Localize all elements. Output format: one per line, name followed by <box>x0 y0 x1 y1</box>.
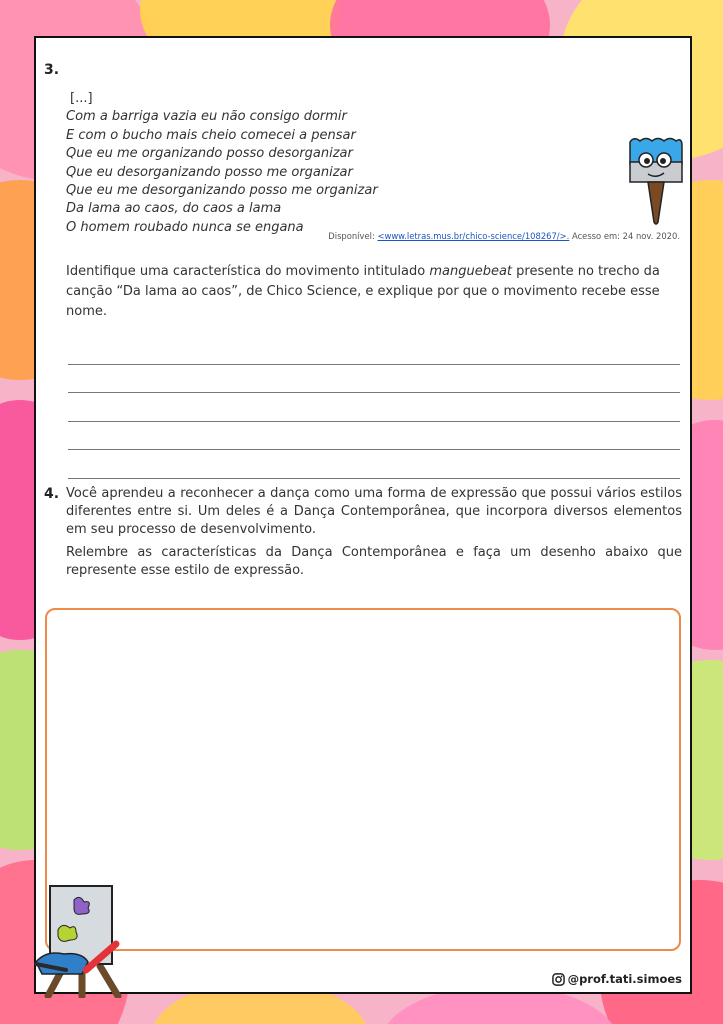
answer-line[interactable] <box>68 422 680 451</box>
poem-line: E com o bucho mais cheio comecei a pensar <box>66 127 356 143</box>
answer-line[interactable] <box>68 393 680 422</box>
author-credit <box>552 972 682 986</box>
prompt-italic-term: manguebeat <box>429 264 513 279</box>
question-4-number: 4. <box>44 486 60 502</box>
answer-line[interactable] <box>68 336 680 365</box>
poem-line: O homem roubado nunca se engana <box>66 219 304 235</box>
source-link[interactable]: <www.letras.mus.br/chico-science/108267/>. <box>377 231 570 241</box>
source-access-date: Acesso em: 24 nov. 2020. <box>571 231 680 241</box>
poem-line: Que eu me desorganizando posso me organizar <box>66 183 378 199</box>
poem-line: Que eu me organizando posso desorganizar <box>66 146 353 162</box>
prompt-text: presente no trecho da canção “Da lama ao caos”, de Chico Science, e explique por que o movimento recebe esse nome. <box>66 264 660 319</box>
prompt-text: Identifique uma característica do movimento intitulado <box>66 264 430 279</box>
question-4-paragraph-2: Relembre as características da Dança Contemporânea e faça um desenho abaixo que represente esse estilo de expressão. <box>66 545 682 578</box>
poem-line: Da lama ao caos, do caos a lama <box>66 201 282 217</box>
paintbrush-mascot-icon <box>624 136 688 228</box>
question-3-number: 3. <box>44 62 60 78</box>
answer-line[interactable] <box>68 450 680 479</box>
question-4-paragraph-1: Você aprendeu a reconhecer a dança como uma forma de expressão que possui vários estilos diferentes entre si. Um deles é a Dança Contemporânea, que incorpora diversos elementos em seu processo de desenvolvimento. <box>66 486 682 537</box>
source-citation <box>328 231 680 241</box>
poem-open-ellipsis: [...] <box>70 91 93 106</box>
instagram-icon <box>552 973 565 986</box>
credit-handle: @prof.tati.simoes <box>567 972 682 986</box>
drawing-area[interactable] <box>45 608 681 951</box>
answer-line[interactable] <box>68 365 680 394</box>
poem-line: Com a barriga vazia eu não consigo dormir <box>66 109 347 125</box>
worksheet-page <box>34 36 692 994</box>
source-prefix: Disponível: <box>328 231 375 241</box>
question-3-prompt <box>66 262 678 322</box>
song-excerpt <box>66 90 378 237</box>
answer-lines[interactable] <box>68 336 680 479</box>
poem-line: Que eu desorganizando posso me organizar <box>66 164 353 180</box>
easel-palette-icon <box>22 878 140 998</box>
